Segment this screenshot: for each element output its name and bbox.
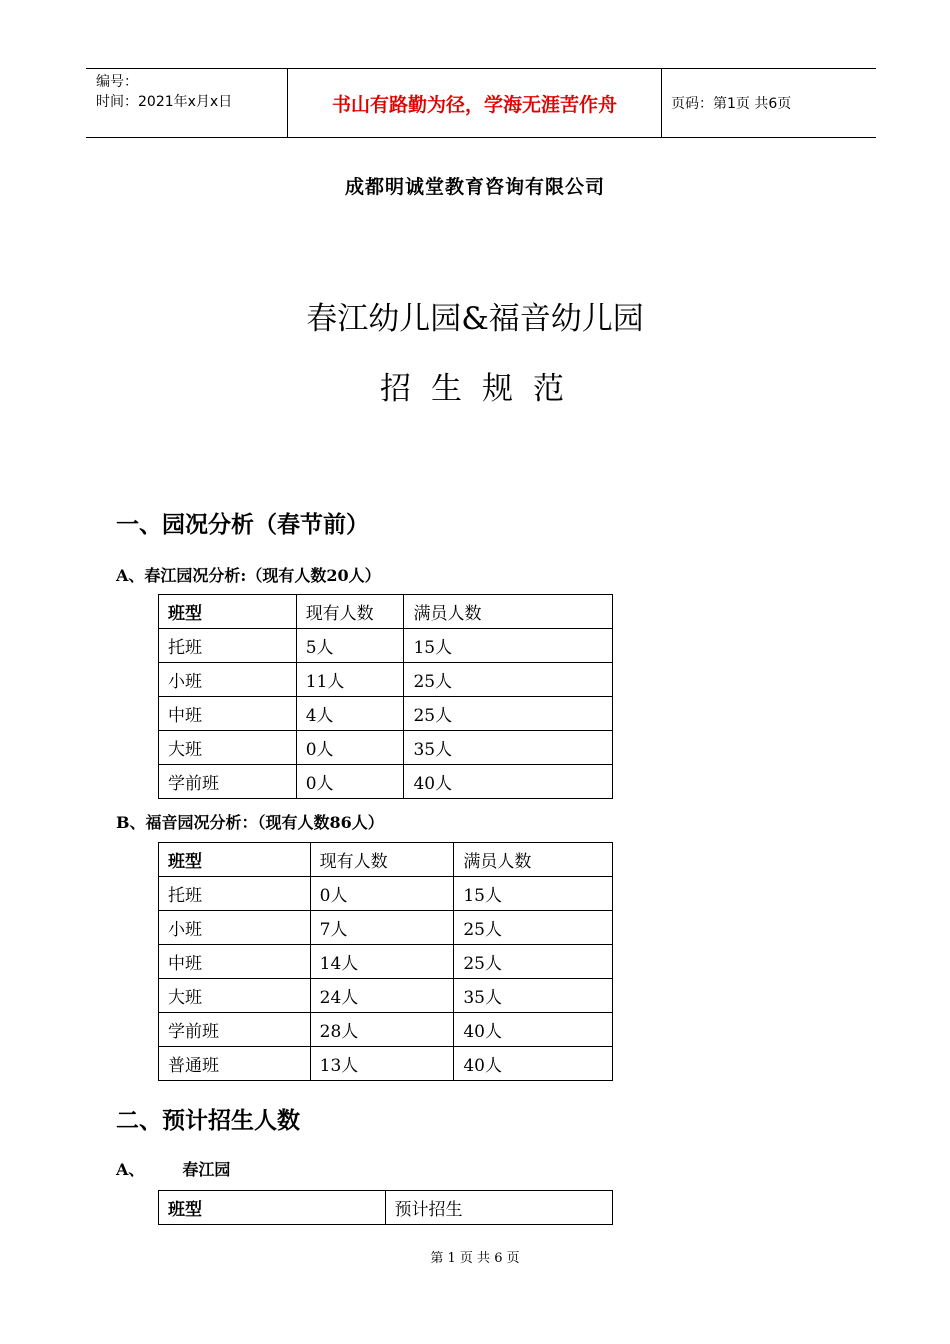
- table-header-row: [159, 1191, 613, 1225]
- table-header-cell: 满员人数: [454, 843, 613, 877]
- table-row: [159, 945, 613, 979]
- table-row: [159, 979, 613, 1013]
- table-cell: 学前班: [159, 1013, 311, 1047]
- company-name: 成都明诚堂教育咨询有限公司: [344, 176, 605, 198]
- table-cell: 35人: [454, 979, 613, 1013]
- table-cell: 学前班: [159, 765, 297, 799]
- table-cell: 0人: [296, 765, 404, 799]
- header-motto-cell: [287, 69, 662, 137]
- table-cell: 小班: [159, 911, 311, 945]
- section2-a-label: [116, 1157, 230, 1180]
- table-cell: 0人: [296, 731, 404, 765]
- table-row: [159, 629, 613, 663]
- header-page-cell: [661, 69, 876, 137]
- table-row: [159, 877, 613, 911]
- table-cell: 25人: [404, 663, 613, 697]
- chunjiang-enrollment-table: [158, 1190, 613, 1225]
- table-cell: 14人: [310, 945, 454, 979]
- table-header-cell: 满员人数: [404, 595, 613, 629]
- table-header-row: [159, 595, 613, 629]
- section1-heading: 一、园况分析（春节前）: [116, 511, 369, 538]
- section2-a-prefix: A、: [116, 1160, 145, 1179]
- page-header: [86, 68, 876, 138]
- doc-number-label: 编号：: [96, 74, 138, 90]
- table-header-cell: 现有人数: [310, 843, 454, 877]
- table-cell: 中班: [159, 945, 311, 979]
- doc-subtitle: 招生规范: [380, 371, 584, 407]
- table-cell: 7人: [310, 911, 454, 945]
- table-row: [159, 1013, 613, 1047]
- table-cell: 大班: [159, 731, 297, 765]
- fuyin-status-table: [158, 842, 613, 1081]
- table-cell: 5人: [296, 629, 404, 663]
- header-info-cell: [86, 69, 287, 137]
- table-cell: 25人: [404, 697, 613, 731]
- section1-b-label: B、福音园况分析：（现有人数86人）: [116, 813, 384, 832]
- table-cell: 24人: [310, 979, 454, 1013]
- table-cell: 25人: [454, 945, 613, 979]
- table-cell: 中班: [159, 697, 297, 731]
- table-cell: 40人: [454, 1013, 613, 1047]
- table-row: [159, 911, 613, 945]
- section1-a-label: A、春江园况分析:（现有人数20人）: [116, 566, 381, 585]
- table-cell: 35人: [404, 731, 613, 765]
- table-cell: 28人: [310, 1013, 454, 1047]
- table-cell: 25人: [454, 911, 613, 945]
- table-row: [159, 1047, 613, 1081]
- table-row: [159, 765, 613, 799]
- table-cell: 4人: [296, 697, 404, 731]
- table-row: [159, 697, 613, 731]
- table-header-row: [159, 843, 613, 877]
- section2-a-name: 春江园: [182, 1160, 231, 1179]
- table-cell: 小班: [159, 663, 297, 697]
- table-cell: 40人: [454, 1047, 613, 1081]
- table-cell: 11人: [296, 663, 404, 697]
- doc-time-label: 时间：2021年x月x日: [96, 94, 233, 110]
- table-cell: 13人: [310, 1047, 454, 1081]
- table-row: [159, 731, 613, 765]
- page-footer: 第 1 页 共 6 页: [430, 1251, 520, 1266]
- header-motto: 书山有路勤为径，学海无涯苦作舟: [331, 93, 617, 116]
- section2-heading: 二、预计招生人数: [116, 1107, 300, 1134]
- table-header-cell: 预计招生: [385, 1191, 613, 1225]
- table-cell: 托班: [159, 629, 297, 663]
- table-cell: 大班: [159, 979, 311, 1013]
- table-cell: 15人: [454, 877, 613, 911]
- table-cell: 托班: [159, 877, 311, 911]
- table-header-cell: 现有人数: [296, 595, 404, 629]
- table-cell: 15人: [404, 629, 613, 663]
- table-row: [159, 663, 613, 697]
- table-header-cell: 班型: [159, 595, 297, 629]
- header-page-label: 页码：第1页 共6页: [671, 96, 792, 112]
- doc-title: 春江幼儿园&福音幼儿园: [306, 301, 644, 337]
- table-cell: 40人: [404, 765, 613, 799]
- table-cell: 0人: [310, 877, 454, 911]
- chunjiang-status-table: [158, 594, 613, 799]
- table-cell: 普通班: [159, 1047, 311, 1081]
- table-header-cell: 班型: [159, 1191, 386, 1225]
- table-header-cell: 班型: [159, 843, 311, 877]
